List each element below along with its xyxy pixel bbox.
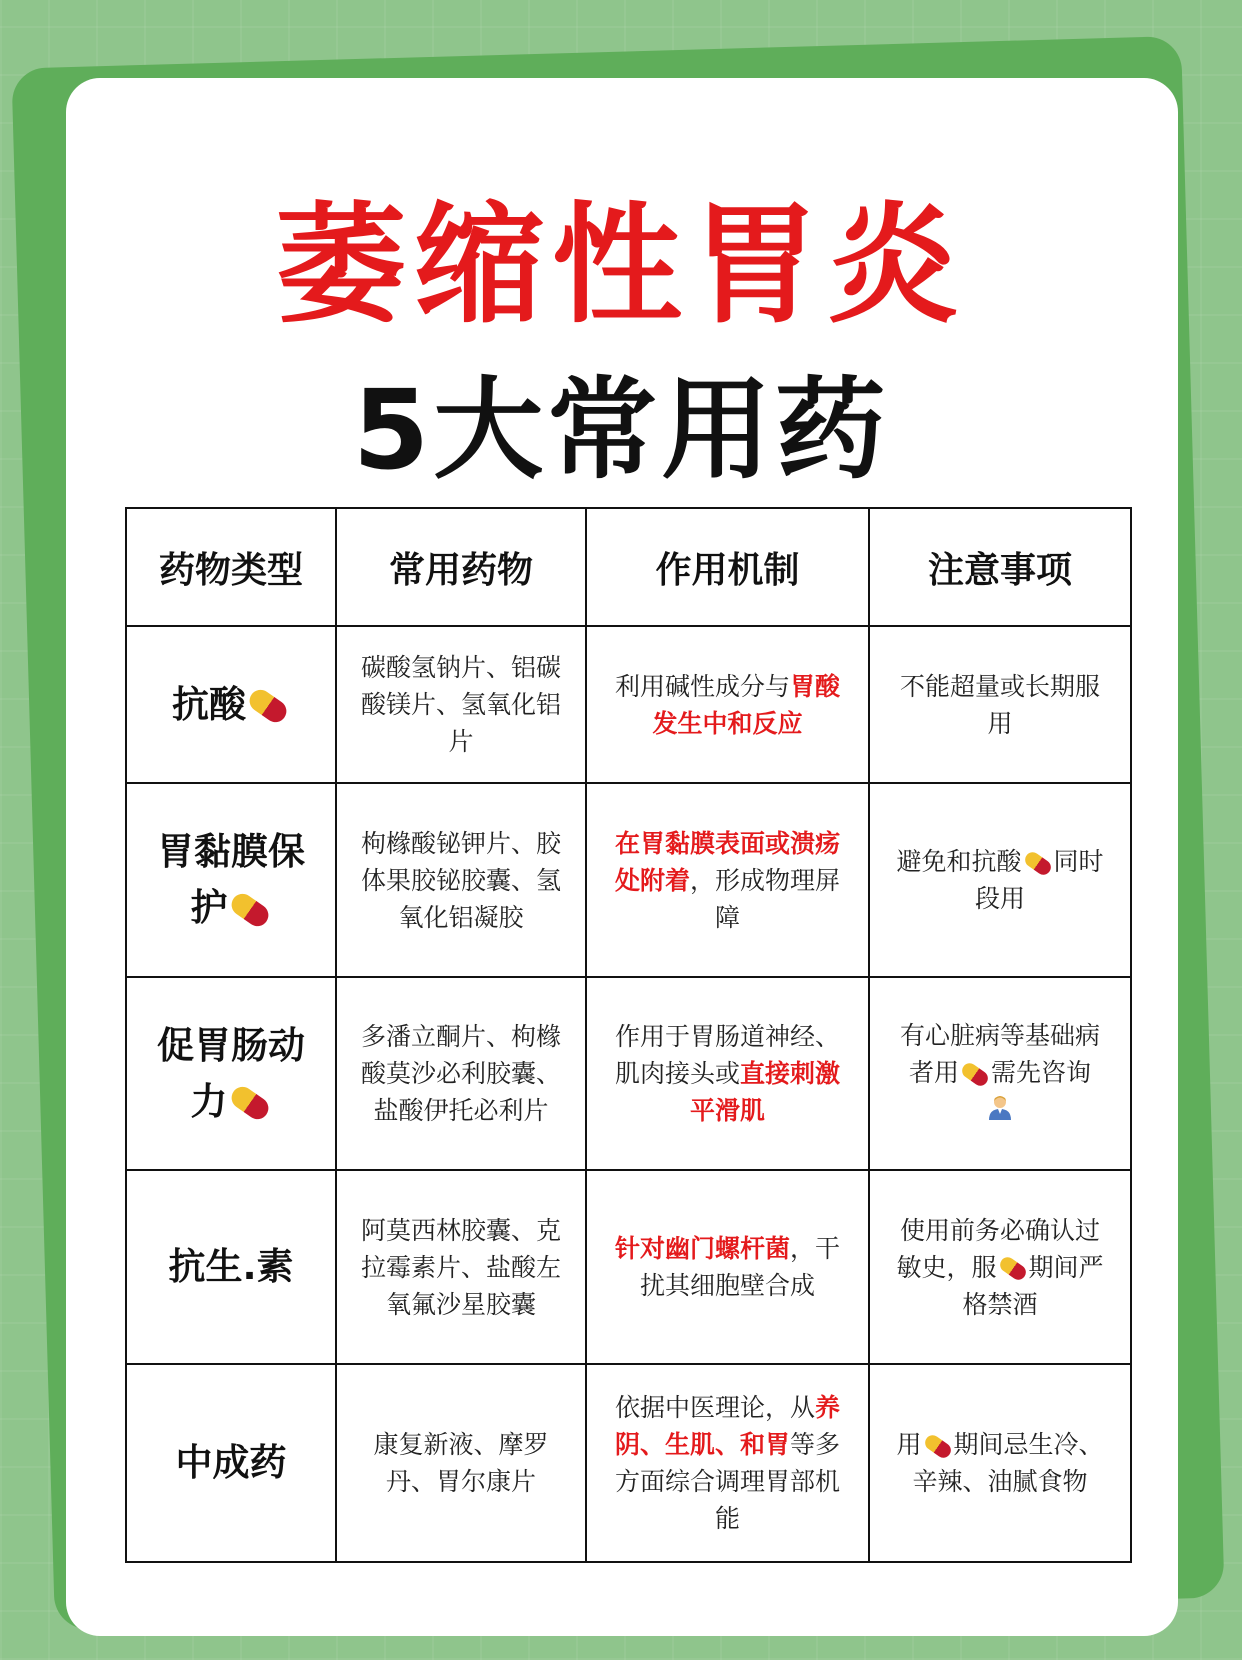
mechanism-cell (586, 783, 869, 977)
drugs-cell: 康复新液、摩罗丹、胃尔康片 (336, 1364, 586, 1562)
notes-cell (869, 977, 1131, 1170)
notes-text: 用 (896, 1430, 922, 1459)
notes-text: 有心脏病等基础病者用 (899, 1021, 1100, 1088)
table-row (126, 1170, 1131, 1364)
drugs-cell: 阿莫西林胶囊、克拉霉素片、盐酸左氧氟沙星胶囊 (336, 1170, 586, 1364)
notes-text: 避免和抗酸 (896, 847, 1022, 876)
notes-text: 使用前务必确认过敏史，服 (896, 1215, 1100, 1282)
header-drugs: 常用药物 (336, 508, 586, 626)
notes-text-cont: 期间严格禁酒 (962, 1252, 1104, 1319)
pill-icon (922, 1432, 954, 1460)
pill-icon (227, 889, 272, 930)
drugs-cell: 枸橼酸铋钾片、胶体果胶铋胶囊、氢氧化铝凝胶 (336, 783, 586, 977)
type-label: 中成药 (175, 1441, 287, 1484)
table-row (126, 626, 1131, 783)
page-title: 萎缩性胃炎 (275, 189, 966, 341)
type-label: 促胃肠动 (157, 1023, 305, 1067)
type-cell (126, 626, 336, 783)
medication-table (125, 507, 1132, 1563)
mechanism-text-cont: 等多方面综合调理胃部机能 (614, 1430, 841, 1533)
doctor-icon (987, 1093, 1013, 1130)
drugs-cell: 碳酸氢钠片、铝碳酸镁片、氢氧化铝片 (336, 626, 586, 783)
type-cell (126, 977, 336, 1170)
type-label: 抗酸 (172, 682, 246, 726)
type-label: 胃黏膜保 (157, 830, 305, 873)
mechanism-cell (586, 1364, 869, 1562)
mechanism-highlight: 在胃黏膜表面或溃疡处附着 (614, 828, 840, 895)
type-cell (126, 1170, 336, 1364)
notes-cell (869, 1170, 1131, 1364)
notes-text-cont: 需先咨询 (991, 1058, 1092, 1088)
mechanism-highlight: 养阴、生肌、和胃 (614, 1393, 841, 1459)
table-row (126, 1364, 1131, 1562)
mechanism-text: 作用于胃肠道神经、肌肉接头或 (614, 1022, 840, 1088)
pill-icon (1022, 849, 1054, 877)
notes-cell (869, 783, 1131, 977)
drugs-cell: 多潘立酮片、枸橼酸莫沙必利胶囊、盐酸伊托必利片 (336, 977, 586, 1170)
notes-text-cont: 期间忌生冷、辛辣、油腻食物 (912, 1430, 1104, 1496)
mechanism-highlight: 直接刺激平滑肌 (689, 1059, 841, 1125)
header-notes: 注意事项 (869, 508, 1131, 626)
type-cell (126, 783, 336, 977)
notes-cell (869, 1364, 1131, 1562)
mechanism-text: ，形成物理屏障 (690, 865, 841, 932)
type-label: 抗生.素 (168, 1245, 294, 1288)
pill-icon (997, 1254, 1029, 1282)
pill-icon (245, 686, 290, 727)
type-label-cont: 护 (190, 886, 228, 929)
mechanism-text: ，干扰其细胞壁合成 (639, 1234, 841, 1300)
table-row (126, 977, 1131, 1170)
page-subtitle: 5大常用药 (352, 366, 890, 494)
table-header-row (126, 508, 1131, 626)
notes-text-cont: 同时段用 (974, 847, 1104, 913)
pill-icon (959, 1060, 991, 1088)
type-label-cont: 力 (190, 1079, 228, 1123)
mechanism-cell (586, 626, 869, 783)
mechanism-highlight: 针对幽门螺杆菌 (614, 1234, 790, 1263)
mechanism-text: 利用碱性成分与 (614, 671, 790, 701)
mechanism-cell (586, 977, 869, 1170)
type-cell (126, 1364, 336, 1562)
pill-icon (227, 1083, 272, 1124)
notes-cell (869, 626, 1131, 783)
mechanism-highlight: 胃酸发生中和反应 (652, 671, 841, 738)
table-row (126, 783, 1131, 977)
mechanism-text: 依据中医理论，从 (614, 1393, 815, 1422)
header-type: 药物类型 (126, 508, 336, 626)
header-mechanism: 作用机制 (586, 508, 869, 626)
notes-text: 不能超量或长期服用 (899, 671, 1100, 738)
mechanism-cell (586, 1170, 869, 1364)
